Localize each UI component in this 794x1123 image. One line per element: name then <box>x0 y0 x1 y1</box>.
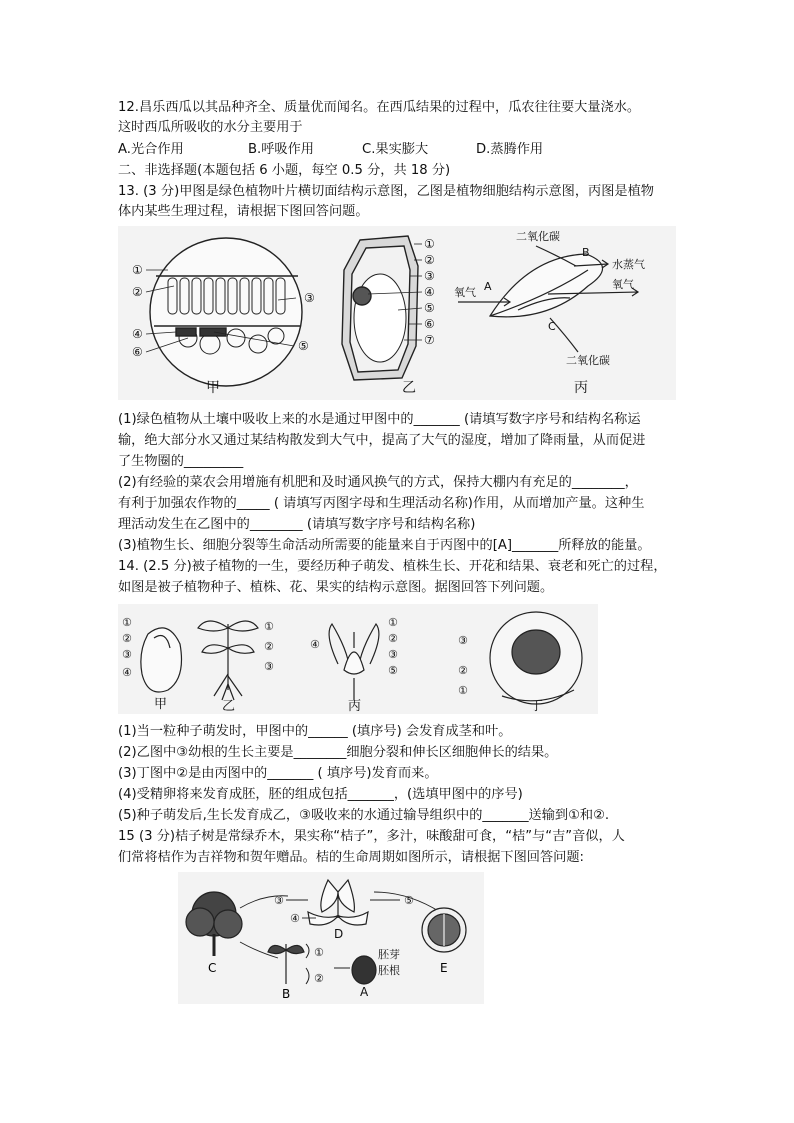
yi-label-3: ③ <box>424 269 435 283</box>
q13-part3: (3)植物生长、细胞分裂等生命活动所需要的能量来自于丙图中的[A]_______所释放的能量。 <box>118 538 651 553</box>
q12-option-a: A.光合作用 <box>118 142 184 157</box>
seedling-caption: 乙 <box>222 699 236 714</box>
seed-label-a: A <box>360 985 369 999</box>
q14-part1: (1)当一粒种子萌发时，甲图中的______ (填序号) 会发育成茎和叶。 <box>118 724 512 739</box>
fruit-diagram <box>490 612 582 704</box>
fruit-label-2: ② <box>458 664 468 677</box>
q13-stem-line1: 13. (3 分)甲图是绿色植物叶片横切面结构示意图，乙图是植物细胞结构示意图，丙图是植物 <box>118 184 654 199</box>
q12-option-c: C.果实膨大 <box>362 142 429 157</box>
seed-plumule-label: 胚芽 <box>378 948 400 961</box>
yi-label-4: ④ <box>424 285 435 299</box>
seed-label-2: ② <box>122 632 132 645</box>
flower-label-4: ④ <box>290 912 300 925</box>
plant-cell-diagram <box>342 236 418 380</box>
seed-radicle-label: 胚根 <box>378 964 400 977</box>
orange-fruit-diagram <box>422 908 466 952</box>
seedling-diagram <box>198 621 258 700</box>
tree-diagram <box>186 892 242 956</box>
bing-water-vapor: 水蒸气 <box>612 258 645 271</box>
yi-label-2: ② <box>424 253 435 267</box>
fruit-label-1: ③ <box>458 634 468 647</box>
q14-part4: (4)受精卵将来发育成胚，胚的组成包括_______，(选填甲图中的序号) <box>118 787 523 802</box>
orange-seedling-diagram <box>268 944 304 984</box>
q12-stem-line2: 这时西瓜所吸收的水分主要用于 <box>118 120 303 135</box>
jia-label-6: ⑥ <box>132 345 143 359</box>
seed-diagram <box>141 628 182 692</box>
q14-part5: (5)种子萌发后,生长发育成乙，③吸收来的水通过输导组织中的_______送输到①和②. <box>118 808 610 823</box>
section-title: 二、非选择题(本题包括 6 小题，每空 0.5 分，共 18 分) <box>118 163 451 178</box>
seed-label-4: ④ <box>122 666 132 679</box>
seed-label-1: ① <box>122 616 132 629</box>
seedling-label-2: ② <box>264 640 274 653</box>
q14-stem-line2: 如图是被子植物种子、植株、花、果实的结构示意图。据图回答下列问题。 <box>118 580 554 595</box>
jia-label-3: ③ <box>304 291 315 305</box>
bing-caption: 丙 <box>574 380 588 396</box>
seed-label-3: ③ <box>122 648 132 661</box>
q13-part2-line2: 有利于加强农作物的_____ ( 请填写丙图字母和生理活动名称)作用，从而增加产量。这种生 <box>118 496 645 511</box>
jia-label-5: ⑤ <box>298 339 309 353</box>
q14-part3: (3)丁图中②是由丙图中的_______ ( 填序号)发育而来。 <box>118 766 438 781</box>
q13-part2-line1: (2)有经验的菜农会用增施有机肥和及时通风换气的方式，保持大棚内有充足的________， <box>118 475 638 490</box>
fruit-label-3: ① <box>458 684 468 697</box>
yi-label-7: ⑦ <box>424 333 435 347</box>
q13-figure <box>118 226 676 400</box>
q15-stem-line1: 15 (3 分)桔子树是常绿乔木，果实称“桔子”，多汁，味酸甜可食，“桔”与“吉”音似，人 <box>118 829 625 844</box>
jia-label-1: ① <box>132 263 143 277</box>
leaf-process-diagram <box>458 246 638 352</box>
yi-caption: 乙 <box>402 380 416 396</box>
bing-letter-b: B <box>582 246 590 259</box>
jia-caption: 甲 <box>206 380 220 396</box>
q15-stem-line2: 们常将桔作为吉祥物和贺年赠品。桔的生命周期如图所示，请根据下图回答问题: <box>118 850 585 865</box>
q14-stem-line1: 14. (2.5 分)被子植物的一生，要经历种子萌发、植株生长、开花和结果、衰老和死亡的过程， <box>118 559 667 574</box>
flower-diagram <box>329 624 379 700</box>
flower-label-5: ⑤ <box>388 664 398 677</box>
q13-part2-line3: 理活动发生在乙图中的________ (请填写数字序号和结构名称) <box>118 517 476 532</box>
q12-option-b: B.呼吸作用 <box>248 142 314 157</box>
jia-label-2: ② <box>132 285 143 299</box>
flower-label-1: ① <box>388 616 398 629</box>
q13-part1-line3: 了生物圈的_________ <box>118 454 244 469</box>
bing-letter-c: C <box>548 320 556 333</box>
yi-label-1: ① <box>424 237 435 251</box>
flower-label-2: ② <box>388 632 398 645</box>
bing-oxygen-right: 氧气 <box>612 278 634 291</box>
fruit-label-e: E <box>440 961 448 975</box>
flower-label-4: ④ <box>310 638 320 651</box>
seedling-label-1: ① <box>264 620 274 633</box>
flower-caption: 丙 <box>348 699 362 714</box>
flower-label-3: ③ <box>388 648 398 661</box>
seedling-label-2: ② <box>314 972 324 985</box>
q13-stem-line2: 体内某些生理过程，请根据下图回答问题。 <box>118 204 369 219</box>
seedling-label-b: B <box>282 987 291 1001</box>
q12-option-d: D.蒸腾作用 <box>476 142 544 157</box>
yi-label-6: ⑥ <box>424 317 435 331</box>
q14-figure <box>118 604 598 714</box>
fruit-caption: 丁 <box>530 699 544 714</box>
q13-part1-line1: (1)绿色植物从土壤中吸收上来的水是通过甲图中的_______ (请填写数字序号和结构名称运 <box>118 412 641 427</box>
q14-part2: (2)乙图中③幼根的生长主要是________细胞分裂和伸长区细胞伸长的结果。 <box>118 745 558 760</box>
bing-co2-bottom: 二氧化碳 <box>566 354 610 367</box>
bing-oxygen-left: 氧气 <box>454 286 476 299</box>
seedling-label-3: ③ <box>264 660 274 673</box>
flower-label-3: ③ <box>274 894 284 907</box>
seed-caption: 甲 <box>154 697 168 712</box>
yi-label-5: ⑤ <box>424 301 435 315</box>
q13-part1-line2: 输，绝大部分水又通过某结构散发到大气中，提高了大气的湿度，增加了降雨量，从而促进 <box>118 433 646 448</box>
leaf-cross-section-diagram <box>150 238 302 386</box>
tree-label-c: C <box>208 961 217 975</box>
orange-flower-diagram <box>308 880 368 925</box>
jia-label-4: ④ <box>132 327 143 341</box>
bing-co2-top: 二氧化碳 <box>516 230 560 243</box>
flower-label-5: ⑤ <box>404 894 414 907</box>
q15-figure <box>178 872 484 1004</box>
flower-label-d: D <box>334 927 344 941</box>
orange-seed-diagram <box>352 956 376 984</box>
bing-letter-a: A <box>484 280 492 293</box>
seedling-label-1: ① <box>314 946 324 959</box>
q12-stem-line1: 12.昌乐西瓜以其品种齐全、质量优而闻名。在西瓜结果的过程中，瓜农往往要大量浇水。 <box>118 100 641 115</box>
